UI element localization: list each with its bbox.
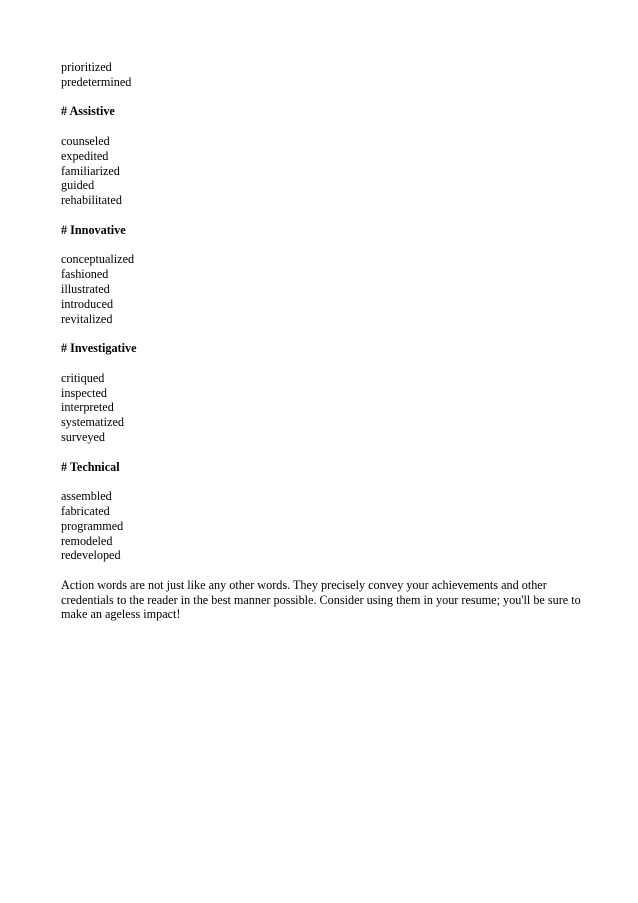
list-item: systematized	[61, 415, 124, 430]
closing-paragraph: Action words are not just like any other words. They precisely convey your achievements and other credentials to the reader in the best manner possible. Consider using them in your resume; you'll be sure to make an ageless impact!	[61, 577, 581, 622]
list-item: fabricated	[61, 503, 110, 518]
list-item: surveyed	[61, 429, 105, 444]
list-item: fashioned	[61, 267, 109, 282]
list-item: rehabilitated	[61, 193, 122, 208]
section-heading-assistive: # Assistive	[61, 104, 115, 119]
word-list-investigative	[61, 371, 581, 445]
spacer	[61, 208, 581, 223]
spacer	[61, 445, 581, 460]
list-item: remodeled	[61, 533, 113, 548]
word-list-innovative	[61, 252, 581, 326]
spacer	[61, 238, 581, 253]
word-list-technical	[61, 489, 581, 563]
section-heading-investigative: # Investigative	[61, 341, 137, 356]
spacer	[61, 326, 581, 341]
intro-word-list	[61, 60, 581, 90]
spacer	[61, 474, 581, 489]
list-item: redeveloped	[61, 548, 121, 563]
list-item: prioritized	[61, 60, 112, 74]
section-heading-innovative: # Innovative	[61, 222, 126, 237]
list-item: conceptualized	[61, 252, 135, 267]
list-item: guided	[61, 178, 95, 193]
list-item: illustrated	[61, 281, 110, 296]
list-item: revitalized	[61, 311, 113, 326]
list-item: introduced	[61, 296, 114, 311]
list-item: counseled	[61, 133, 110, 148]
spacer	[61, 356, 581, 371]
spacer	[61, 563, 581, 578]
list-item: critiqued	[61, 370, 105, 385]
spacer	[61, 90, 581, 105]
list-item: assembled	[61, 489, 112, 504]
list-item: programmed	[61, 518, 124, 533]
section-heading-technical: # Technical	[61, 459, 120, 474]
list-item: predetermined	[61, 74, 132, 89]
list-item: familiarized	[61, 163, 120, 178]
word-list-assistive	[61, 134, 581, 208]
list-item: interpreted	[61, 400, 114, 415]
document-page	[61, 60, 581, 622]
spacer	[61, 119, 581, 134]
list-item: inspected	[61, 385, 108, 400]
list-item: expedited	[61, 148, 109, 163]
